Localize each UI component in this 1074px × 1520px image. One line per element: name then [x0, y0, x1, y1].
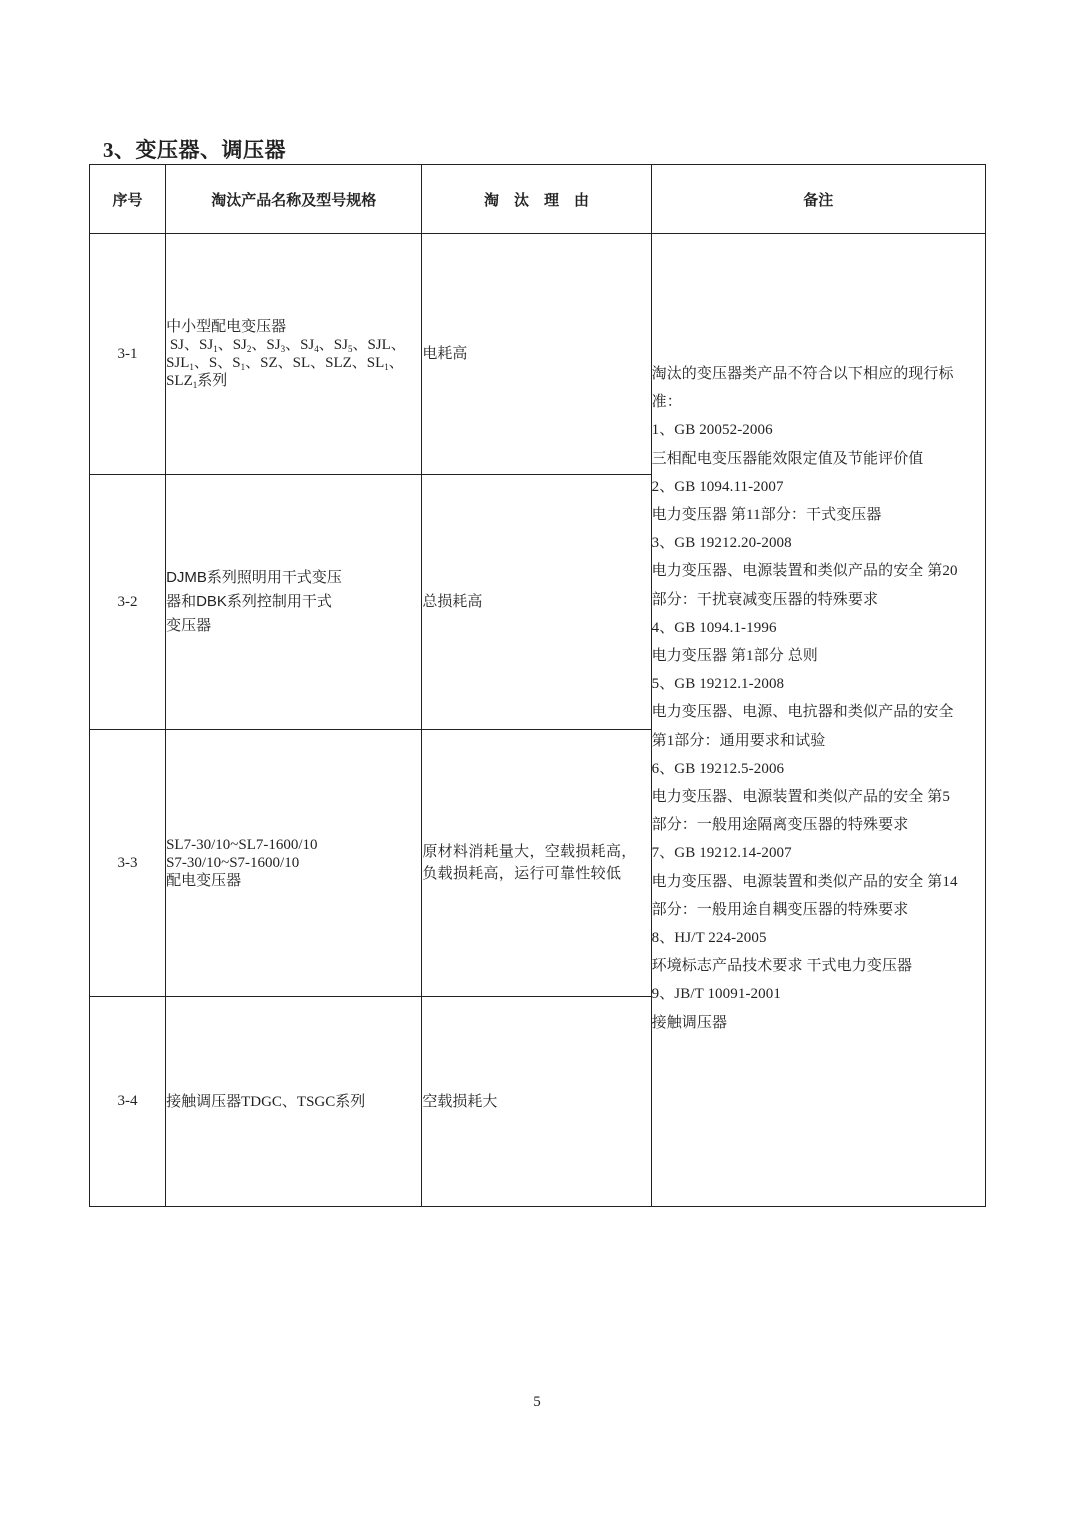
remarks-line: 电力变压器、电源装置和类似产品的安全 第5 — [651, 789, 950, 806]
remarks-line: 9、JB/T 10091-2001 — [651, 986, 781, 1003]
name-line: SJ、$SJ_1$、$SJ_2$、$SJ_3$、$SJ_4$、$SJ_5$、SJL、 — [169, 337, 406, 354]
remarks-line: 2、GB 1094.11-2007 — [651, 478, 784, 495]
row-seq: 3-3 — [90, 730, 166, 997]
remarks-line: 电力变压器 第11部分：干式变压器 — [651, 507, 882, 524]
remarks-line: 电力变压器、电源装置和类似产品的安全 第20 — [651, 563, 958, 580]
obsolete-products-table — [89, 164, 986, 1207]
name-line: 中小型配电变压器 — [166, 319, 287, 335]
row-product-name — [166, 234, 422, 475]
header-product-name: 淘汰产品名称及型号规格 — [166, 165, 422, 234]
remarks-line: 8、HJ/T 224-2005 — [651, 930, 767, 947]
remarks-line: 电力变压器、电源、电抗器和类似产品的安全 — [651, 704, 954, 721]
remarks-line: 环境标志产品技术要求 干式电力变压器 — [651, 958, 913, 975]
remarks-line: 三相配电变压器能效限定值及节能评价值 — [651, 450, 924, 467]
remarks-line: 第1部分：通用要求和试验 — [651, 732, 826, 749]
page-number: 5 — [533, 1394, 541, 1410]
name-line: DJMB系列照明用干式变压 — [166, 569, 342, 586]
row-product-name — [166, 730, 422, 997]
remarks-line: 7、GB 19212.14-2007 — [651, 845, 792, 862]
row-seq: 3-1 — [90, 234, 166, 475]
remarks-line: 准： — [651, 394, 682, 411]
remarks-line: 部分：干扰衰减变压器的特殊要求 — [651, 591, 879, 608]
remarks-line: 3、GB 19212.20-2008 — [651, 535, 792, 552]
remarks-line: 5、GB 19212.1-2008 — [651, 676, 785, 693]
header-seq: 序号 — [90, 165, 166, 234]
name-line: $SJL_1$、S、$S_1$、SZ、SL、SLZ、$SL_1$、 — [166, 355, 404, 372]
remarks-line: 1、GB 20052-2006 — [651, 422, 773, 439]
name-line: S7-30/10~S7-1600/10 — [166, 855, 300, 871]
row-seq: 3-2 — [90, 475, 166, 730]
name-line: $SLZ_1$系列 — [166, 373, 228, 390]
remarks-line: 6、GB 19212.5-2006 — [651, 760, 785, 777]
remarks-line: 接触调压器 — [651, 1014, 728, 1031]
row-reason: 电耗高 — [422, 234, 651, 475]
remarks-line: 电力变压器、电源装置和类似产品的安全 第14 — [651, 873, 958, 890]
row-reason: 空载损耗大 — [422, 997, 651, 1207]
row-product-name — [166, 475, 422, 730]
name-line: 变压器 — [166, 617, 212, 634]
remarks-cell — [651, 234, 985, 1207]
table-row — [90, 234, 986, 475]
row-product-name: 接触调压器TDGC、TSGC系列 — [166, 997, 422, 1207]
remarks-line: 淘汰的变压器类产品不符合以下相应的现行标 — [651, 366, 954, 382]
remarks-line: 电力变压器 第1部分 总则 — [651, 648, 818, 665]
remarks-line: 4、GB 1094.1-1996 — [651, 619, 777, 636]
name-line: 配电变压器 — [166, 873, 242, 889]
row-seq: 3-4 — [90, 997, 166, 1207]
row-reason — [422, 730, 651, 997]
remarks-line: 部分：一般用途自耦变压器的特殊要求 — [651, 901, 909, 918]
section-title: 3、变压器、调压器 — [103, 138, 286, 162]
row-reason: 总损耗高 — [422, 475, 651, 730]
header-reason: 淘 汰 理 由 — [422, 165, 651, 234]
remarks-list — [652, 234, 985, 1037]
name-line: SL7-30/10~SL7-1600/10 — [166, 837, 318, 853]
header-remarks: 备注 — [651, 165, 985, 234]
name-line: 器和DBK系列控制用干式 — [166, 593, 332, 610]
reason-line: 负载损耗高，运行可靠性较低 — [422, 866, 622, 882]
remarks-line: 部分：一般用途隔离变压器的特殊要求 — [651, 817, 909, 834]
reason-line: 原材料消耗量大，空载损耗高， — [422, 844, 637, 860]
table-header-row — [90, 165, 986, 234]
